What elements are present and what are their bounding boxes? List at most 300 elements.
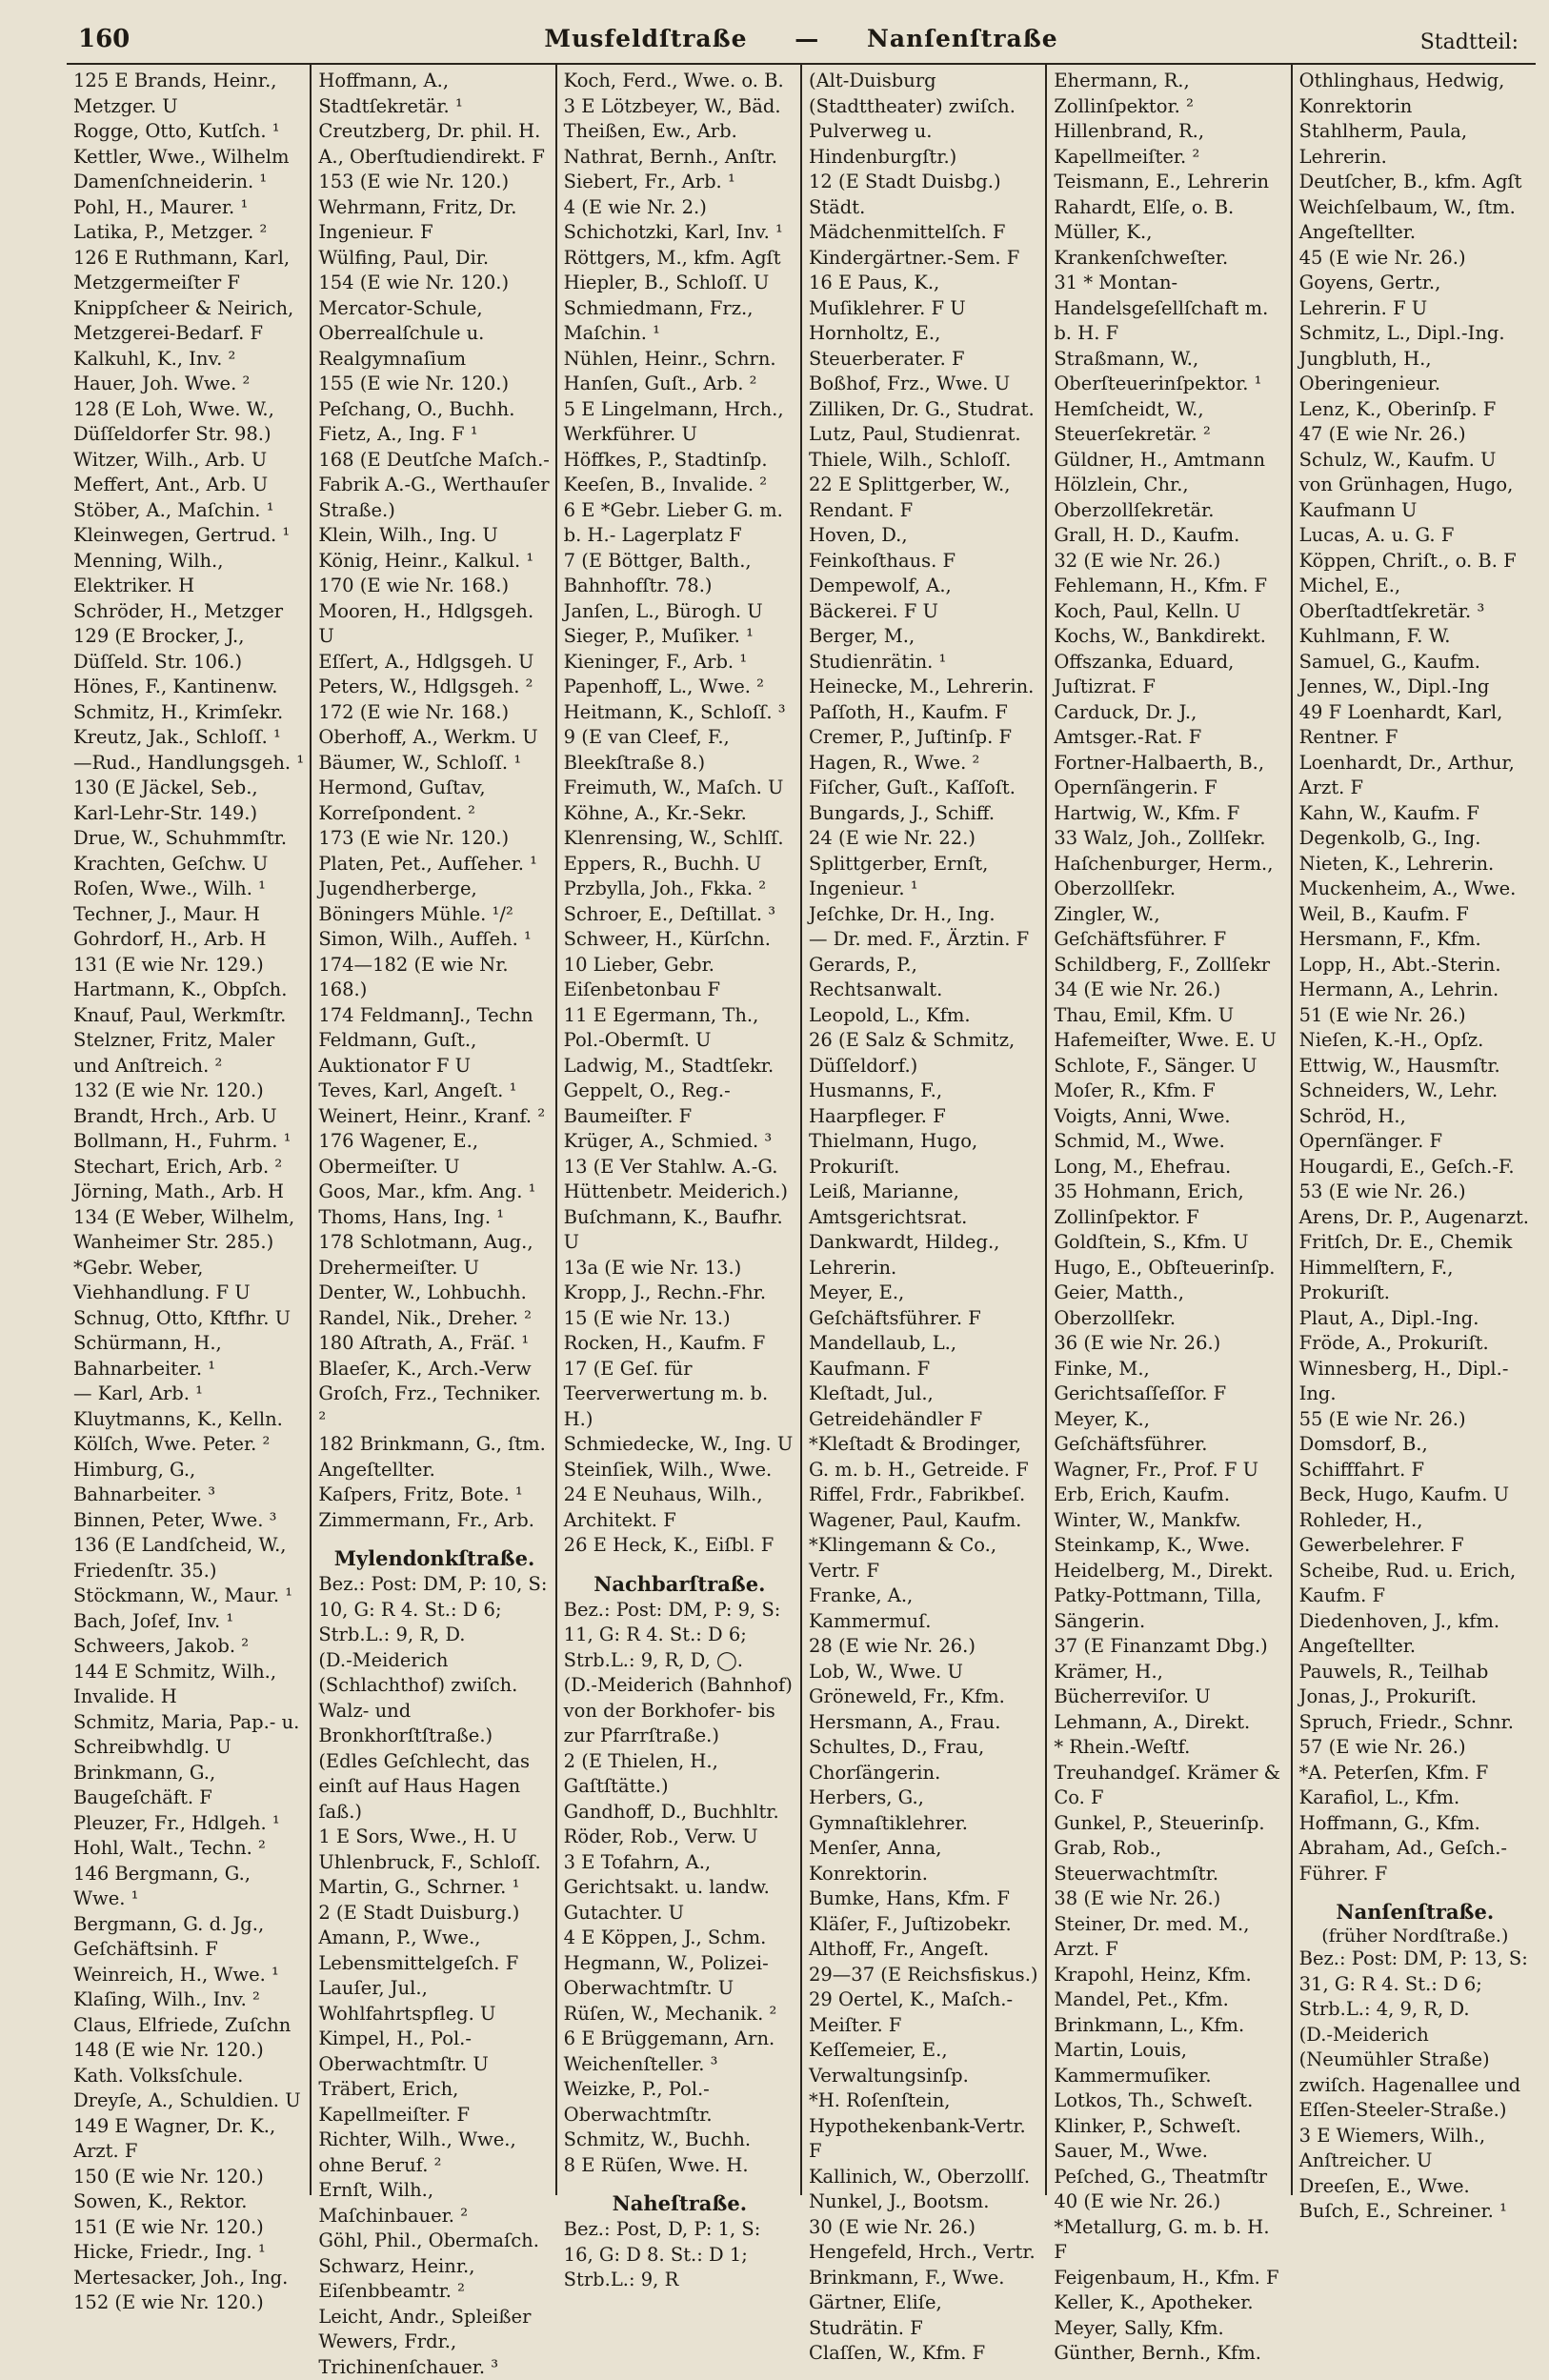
directory-entry: Schmitz, Maria, Pap.- u. Schreibwhdlg. U <box>73 1710 300 1758</box>
directory-entry: Weizke, P., Pol.-Oberwachtmſtr. <box>563 2078 713 2126</box>
directory-entry: 6 E *Gebr. Lieber G. m. b. H.- Lagerplatz F <box>563 498 783 546</box>
directory-entry: 3 E Lötzbeyer, W., Bäd. <box>563 94 781 117</box>
column-2 <box>312 65 556 2378</box>
directory-entry: *A. Peterſen, Kfm. F <box>1298 1761 1489 1784</box>
directory-entry: Krapohl, Heinz, Kfm. <box>1054 1963 1252 1986</box>
directory-entry: Rohleder, H., Gewerbelehrer. F <box>1298 1508 1464 1556</box>
directory-entry: Hillenbrand, R., Kapellmeiſter. ² <box>1054 120 1205 168</box>
directory-entry: Hagen, R., Wwe. ² <box>808 751 980 774</box>
directory-entry: Himburg, G., Bahnarbeiter. ³ <box>73 1458 216 1505</box>
directory-entry: Franke, A., Kammermuſ. <box>808 1584 932 1632</box>
directory-entry: Claſſen, W., Kfm. F <box>808 2342 986 2364</box>
directory-entry: Kochs, W., Bankdirekt. <box>1054 625 1266 647</box>
directory-entry: Loenhardt, Dr., Arthur, Arzt. F <box>1298 751 1515 798</box>
directory-entry: Krämer, H., Bücherreviſor. U <box>1054 1660 1211 1707</box>
directory-entry: Hugo, E., Obſteuerinſp. <box>1054 1256 1276 1279</box>
directory-entry: 37 (E Finanzamt Dbg.) <box>1054 1635 1268 1657</box>
directory-entry: Michel, E., Oberſtadtſekretär. ³ <box>1298 575 1485 622</box>
directory-entry: 31 * Montan-Handelsgeſellſchaft m. b. H. F <box>1054 272 1269 344</box>
entry-columns <box>67 65 1536 2378</box>
directory-entry: Gröneweld, Fr., Kfm. <box>808 1685 1005 1707</box>
directory-entry: Kluytmanns, K., Kelln. <box>73 1407 283 1430</box>
directory-entry: Mooren, H., Hdlgsgeh. U <box>318 599 534 647</box>
directory-entry: Bach, Joſef, Inv. ¹ <box>73 1609 234 1632</box>
directory-entry: Steinſiek, Wilh., Wwe. <box>563 1458 773 1481</box>
directory-entry: Fortner-Halbaerth, B., Opernſängerin. F <box>1054 751 1265 798</box>
directory-entry: Binnen, Peter, Wwe. ³ <box>73 1508 277 1531</box>
directory-entry: Kropp, J., Rechn.-Fhr. <box>563 1281 767 1303</box>
directory-entry: 126 E Ruthmann, Karl, Metzgermeiſter F <box>73 246 291 293</box>
directory-entry: Himmelſtern, F., Prokuriſt. <box>1298 1256 1454 1303</box>
directory-entry: Patky-Pottmann, Tilla, Sängerin. <box>1054 1584 1262 1632</box>
directory-entry: *Kleſtadt & Brodinger, G. m. b. H., Getreide. F <box>808 1433 1029 1481</box>
directory-entry: Janſen, L., Bürogh. U <box>563 599 763 622</box>
directory-entry: Wagner, Fr., Prof. F U <box>1054 1458 1259 1481</box>
directory-entry: Geppelt, O., Reg.-Baumeiſter. F <box>563 1079 731 1127</box>
directory-entry: 2 (E Stadt Duisburg.) <box>318 1901 520 1924</box>
directory-entry: 128 (E Loh, Wwe. W., Düſſeldorfer Str. 98.) <box>73 397 274 445</box>
directory-entry: Deutſcher, B., kfm. Agſt <box>1298 171 1522 192</box>
directory-entry: 2 (E Thielen, H., Gaſtſtätte.) <box>563 1749 718 1797</box>
directory-entry: Schmitz, L., Dipl.-Ing. <box>1298 322 1505 344</box>
directory-entry: Kahn, W., Kaufm. F <box>1298 801 1479 824</box>
directory-entry: 26 (E Salz & Schmitz, Düſſeldorf.) <box>808 1029 1016 1077</box>
header-separator: — <box>795 25 820 52</box>
directory-entry: Heitmann, K., Schloſſ. ³ <box>563 700 786 723</box>
column-6 <box>1293 65 1536 2222</box>
directory-entry: 176 Wagener, E., Obermeiſter. U <box>318 1130 479 1178</box>
directory-entry: Schichotzki, Karl, Inv. ¹ <box>563 221 783 243</box>
directory-entry: Güldner, H., Amtmann <box>1054 448 1266 471</box>
directory-entry: Randel, Nik., Dreher. ² <box>318 1306 532 1329</box>
directory-entry: Städt. Mädchenmittelſch. F <box>808 195 1006 243</box>
directory-entry: 24 E Neuhaus, Wilh., Architekt. F <box>563 1483 763 1531</box>
directory-entry: Stahlherm, Paula, Lehrerin. <box>1298 120 1468 168</box>
directory-entry: Hohl, Walt., Techn. ² <box>73 1837 266 1859</box>
directory-entry: — Dr. med. F., Ärztin. F <box>808 928 1030 950</box>
directory-entry: 180 Aſtrath, A., Fräſ. ¹ <box>318 1332 530 1354</box>
directory-entry: von Grünhagen, Hugo, Kaufmann U <box>1298 474 1514 521</box>
directory-entry: Kölſch, Wwe. Peter. ² <box>73 1433 271 1455</box>
directory-entry: 129 (E Brocker, J., Düſſeld. Str. 106.) <box>73 625 245 673</box>
directory-entry: Mertesacker, Joh., Ing. <box>73 2266 289 2289</box>
directory-entry: Röttgers, M., kfm. Agſt <box>563 246 781 269</box>
directory-entry: Straßmann, W., Oberſteuerinſpektor. ¹ <box>1054 347 1262 394</box>
directory-entry: — Karl, Arb. ¹ <box>73 1382 203 1404</box>
directory-entry: Fiſcher, Guſt., Kaſſoſt. <box>808 777 1016 798</box>
directory-entry: Ehermann, R., Zollinſpektor. ² <box>1054 70 1194 117</box>
directory-entry: 5 E Lingelmann, Hrch., Werkführer. U <box>563 397 784 445</box>
directory-entry: 148 (E wie Nr. 120.) <box>73 2039 264 2061</box>
directory-entry: Schröder, H., Metzger <box>73 599 284 622</box>
directory-entry: 151 (E wie Nr. 120.) <box>73 2215 264 2238</box>
directory-entry: 168 (E Deutſche Maſch.-Fabrik A.-G., Werthauſer Straße.) <box>318 448 550 521</box>
directory-entry: 28 (E wie Nr. 26.) <box>808 1635 976 1657</box>
directory-entry: Beck, Hugo, Kaufm. U <box>1298 1483 1510 1505</box>
directory-entry: Gandhoff, D., Buchhltr. <box>563 1800 779 1823</box>
directory-entry: Hönes, F., Kantinenw. <box>73 676 278 697</box>
directory-entry: Träbert, Erich, Kapellmeiſter. F <box>318 2078 470 2126</box>
directory-entry: Long, M., Ehefrau. <box>1054 1155 1232 1178</box>
street-heading: Nachbarſtraße. <box>593 1571 766 1596</box>
directory-entry: Dreyſe, A., Schuldien. U <box>73 2089 301 2111</box>
directory-entry: 10 Lieber, Gebr. Eiſenbetonbau F <box>563 953 720 1000</box>
directory-entry: Lopp, H., Abt.-Sterin. <box>1298 953 1501 976</box>
directory-entry: 45 (E wie Nr. 26.) <box>1298 246 1466 269</box>
directory-entry: 24 (E wie Nr. 22.) <box>808 827 976 849</box>
directory-entry: Wülfing, Paul, Dir. <box>318 246 490 269</box>
directory-entry: Schneiders, W., Lehr. <box>1298 1079 1499 1101</box>
directory-entry: Scheibe, Rud. u. Erich, Kaufm. F <box>1298 1559 1517 1606</box>
directory-entry: Erb, Erich, Kaufm. <box>1054 1483 1231 1505</box>
directory-entry: Samuel, G., Kaufm. <box>1298 650 1480 673</box>
directory-entry: Drue, W., Schuhmmſtr. <box>73 827 288 849</box>
column-4 <box>802 65 1047 2364</box>
directory-entry: Paſſoth, H., Kaufm. F <box>808 700 1008 723</box>
directory-entry: 132 (E wie Nr. 120.) <box>73 1079 264 1101</box>
directory-entry: Fröde, A., Prokuriſt. <box>1298 1332 1489 1354</box>
directory-entry: Moſer, R., Kfm. F <box>1054 1079 1216 1101</box>
directory-entry: Gohrdorf, H., Arb. H <box>73 928 267 950</box>
directory-entry: Knippſcheer & Neirich, Metzgerei-Bedarf. F <box>73 296 294 344</box>
directory-entry: Nathrat, Bernh., Anſtr. <box>563 145 777 168</box>
directory-entry: 33 Walz, Joh., Zollſekr. <box>1054 827 1266 849</box>
directory-entry: Witzer, Wilh., Arb. U <box>73 448 268 471</box>
directory-entry: Menning, Wilh., Elektriker. H <box>73 549 224 596</box>
directory-entry: 57 (E wie Nr. 26.) <box>1298 1736 1466 1758</box>
directory-entry: Lutz, Paul, Studienrat. <box>808 423 1021 445</box>
directory-entry: Schmid, M., Wwe. <box>1054 1130 1225 1152</box>
directory-entry: Winter, W., Mankfw. <box>1054 1508 1241 1531</box>
directory-entry: Herbers, G., Gymnaſtiklehrer. <box>808 1786 968 1834</box>
directory-entry: 12 (E Stadt Duisbg.) <box>808 171 1001 192</box>
directory-entry: Kleſtadt, Jul., Getreidehändler F <box>808 1382 983 1430</box>
directory-entry: Koch, Ferd., Wwe. o. B. <box>563 70 784 91</box>
district-label: Stadtteil: <box>1419 30 1519 54</box>
directory-entry: Steinkamp, K., Wwe. <box>1054 1534 1251 1556</box>
directory-entry: Siebert, Fr., Arb. ¹ <box>563 171 735 192</box>
directory-entry: 16 E Paus, K., Muſiklehrer. F U <box>808 272 966 319</box>
directory-entry: Hauer, Joh. Wwe. ² <box>73 373 251 394</box>
street-heading: Naheſtraße. <box>612 2191 748 2215</box>
directory-entry: Teves, Karl, Angeſt. ¹ <box>318 1079 517 1101</box>
directory-entry: Grab, Rob., Steuerwachtmſtr. <box>1054 1837 1219 1885</box>
directory-entry: Stöber, A., Maſchin. ¹ <box>73 498 274 521</box>
directory-entry: Riffel, Frdr., Fabrikbeſ. <box>808 1483 1026 1505</box>
directory-entry: Peſchang, O., Buchh. <box>318 397 515 420</box>
directory-entry: 170 (E wie Nr. 168.) <box>318 575 510 596</box>
directory-entry: Wagener, Paul, Kaufm. <box>808 1508 1022 1531</box>
column-3 <box>557 65 802 2290</box>
directory-entry: Kläſer, F., Juſtizobekr. <box>808 1912 1012 1935</box>
directory-entry: Jörning, Math., Arb. H <box>73 1180 284 1202</box>
directory-entry: Bergmann, G. d. Jg., Geſchäftsinh. F <box>73 1912 265 1960</box>
directory-entry: Weinert, Heinr., Kranf. ² <box>318 1104 546 1127</box>
directory-entry: Kimpel, H., Pol.-Oberwachtmſtr. U <box>318 2027 489 2075</box>
directory-entry: Hemſcheidt, W., Steuerſekretär. ² <box>1054 397 1211 445</box>
directory-entry: Klenrensing, W., Schlſſ. <box>563 827 784 849</box>
directory-entry: Hartwig, W., Kfm. F <box>1054 801 1240 824</box>
directory-entry: Nieſen, K.-H., Opſz. <box>1298 1029 1484 1051</box>
directory-entry: 55 (E wie Nr. 26.) <box>1298 1407 1466 1430</box>
directory-entry: Thau, Emil, Kfm. U <box>1054 1003 1235 1026</box>
directory-entry: Geier, Matth., Oberzollſekr. <box>1054 1281 1185 1329</box>
directory-entry: Heinecke, M., Lehrerin. <box>808 676 1035 697</box>
directory-entry: Denter, W., Lohbuchh. <box>318 1281 527 1303</box>
directory-entry: Lob, W., Wwe. U <box>808 1660 963 1683</box>
directory-entry: 7 (E Böttger, Balth., Bahnhofſtr. 78.) <box>563 549 752 596</box>
directory-entry: (D.-Meiderich (Bahnhof) von der Borkhofer- bis zur Pfarrſtraße.) <box>563 1674 793 1746</box>
directory-entry: Theißen, Ew., Arb. <box>563 120 737 142</box>
directory-entry: Weil, B., Kaufm. F <box>1298 902 1469 925</box>
directory-entry: 51 (E wie Nr. 26.) <box>1298 1003 1466 1026</box>
running-head <box>67 25 1536 52</box>
directory-entry: 38 (E wie Nr. 26.) <box>1054 1887 1221 1909</box>
directory-entry: Eppers, R., Buchh. U <box>563 852 762 875</box>
directory-entry: Lucas, A. u. G. F <box>1298 524 1455 546</box>
directory-entry: Simon, Wilh., Aufſeh. ¹ <box>318 928 532 950</box>
directory-entry: Berger, M., Studienrätin. ¹ <box>808 625 947 673</box>
directory-entry: 36 (E wie Nr. 26.) <box>1054 1332 1221 1354</box>
directory-entry: Pauwels, R., Teilhab <box>1298 1660 1489 1683</box>
street-district-info: Bez.: Post: DM, P: 10, S: 10, G: R 4. St.: D 6; Strb.L.: 9, R, D. <box>318 1573 548 1645</box>
directory-entry: Dempewolf, A., Bäckerei. F U <box>808 575 952 622</box>
directory-entry: Stelzner, Fritz, Maler und Anſtreich. ² <box>73 1029 275 1077</box>
directory-entry: Leopold, L., Kfm. <box>808 1003 971 1026</box>
directory-entry: Jennes, W., Dipl.-Ing <box>1298 676 1490 697</box>
directory-entry: 136 (E Landſcheid, W., Friedenſtr. 35.) <box>73 1534 287 1582</box>
directory-entry: 53 (E wie Nr. 26.) <box>1298 1180 1466 1202</box>
directory-entry: 172 (E wie Nr. 168.) <box>318 700 510 723</box>
directory-entry: Goldſtein, S., Kfm. U <box>1054 1231 1249 1253</box>
directory-entry: Amann, P., Wwe., Lebensmittelgeſch. F <box>318 1926 519 1974</box>
directory-entry: Voigts, Anni, Wwe. <box>1054 1104 1231 1127</box>
directory-entry: Buſchmann, K., Baufhr. U <box>563 1205 783 1253</box>
street-district-info: Bez.: Post, D, P: 1, S: 16, G: D 8. St.: D 1; Strb.L.: 9, R <box>563 2218 761 2290</box>
directory-entry: Wehrmann, Fritz, Dr. Ingenieur. F <box>318 195 517 243</box>
directory-entry: Goyens, Gertr., Lehrerin. F U <box>1298 272 1441 319</box>
directory-entry: 34 (E wie Nr. 26.) <box>1054 978 1221 1000</box>
directory-entry: 22 E Splittgerber, W., Rendant. F <box>808 474 1011 521</box>
directory-entry: Schultes, D., Frau, Chorſängerin. <box>808 1736 985 1784</box>
directory-entry: Höffkes, P., Stadtinſp. <box>563 448 768 471</box>
directory-entry: Brinkmann, G., Baugeſchäft. F <box>73 1761 216 1808</box>
directory-entry: Hölzlein, Chr., Oberzollſekretär. <box>1054 474 1215 521</box>
directory-entry: Dreeſen, E., Wwe. <box>1298 2174 1470 2197</box>
directory-entry: Leicht, Andr., Spleißer <box>318 2305 532 2328</box>
directory-entry: 149 E Wagner, Dr. K., Arzt. F <box>73 2114 276 2162</box>
directory-entry: Hermond, Guſtav, Korreſpondent. ² <box>318 777 486 824</box>
directory-entry: Grall, H. D., Kaufm. <box>1054 524 1240 546</box>
directory-entry: Plaut, A., Dipl.-Ing. <box>1298 1306 1479 1329</box>
directory-entry: Rüſen, W., Mechanik. ² <box>563 2002 777 2025</box>
directory-entry: Krüger, A., Schmied. ³ <box>563 1130 773 1152</box>
street-heading: Nanſenſtraße. <box>1336 1900 1495 1924</box>
directory-entry: 154 (E wie Nr. 120.) <box>318 272 510 293</box>
directory-entry: 9 (E van Cleef, F., Bleekſtraße 8.) <box>563 726 730 774</box>
directory-entry: Kettler, Wwe., Wilhelm Damenſchneiderin. ¹ <box>73 145 290 192</box>
directory-entry: Jonas, J., Prokuriſt. <box>1298 1685 1478 1707</box>
directory-entry: Martin, Louis, Kammermuſiker. <box>1054 2039 1212 2087</box>
directory-entry: Schröd, H., Opernſänger. F <box>1298 1104 1443 1152</box>
directory-entry: Rogge, Otto, Kutſch. ¹ <box>73 120 280 142</box>
directory-entry: Thielmann, Hugo, Prokuriſt. <box>808 1130 978 1178</box>
directory-entry: Cremer, P., Juſtinſp. F <box>808 726 1012 748</box>
directory-entry: Winnesberg, H., Dipl.-Ing. <box>1298 1357 1509 1404</box>
directory-entry: Goos, Mar., kfm. Ang. ¹ <box>318 1180 536 1202</box>
directory-entry: Degenkolb, G., Ing. <box>1298 827 1481 849</box>
directory-entry: Teismann, E., Lehrerin <box>1054 171 1270 192</box>
directory-entry: Peters, W., Hdlgsgeh. ² <box>318 676 533 697</box>
directory-entry: 30 (E wie Nr. 26.) <box>808 2215 976 2238</box>
directory-entry: Haſchenburger, Herm., Oberzollſekr. <box>1054 852 1274 899</box>
directory-entry: 173 (E wie Nr. 120.) <box>318 827 510 849</box>
directory-entry: Keſſemeier, E., Verwaltungsinſp. <box>808 2039 969 2087</box>
directory-entry: 40 (E wie Nr. 26.) <box>1054 2190 1221 2212</box>
directory-entry: Karafiol, L., Kfm. <box>1298 1786 1460 1808</box>
directory-entry: Domsdorf, B., Schifffahrt. F <box>1298 1433 1428 1481</box>
directory-entry: Hoffmann, A., Stadtſekretär. ¹ <box>318 70 463 117</box>
directory-entry: Hersmann, F., Kfm. <box>1298 928 1481 950</box>
street-district-info: Bez.: Post: DM, P: 13, S: 31, G: R 4. St.: D 6; Strb.L.: 4, 9, R, D. <box>1298 1947 1528 2020</box>
directory-entry: Nühlen, Heinr., Schrn. <box>563 347 776 370</box>
directory-entry: Schulz, W., Kaufm. U <box>1298 448 1497 471</box>
directory-entry: 155 (E wie Nr. 120.) <box>318 373 510 394</box>
directory-entry: Gärtner, Eliſe, Studrätin. F <box>808 2291 942 2339</box>
directory-entry: Feigenbaum, H., Kfm. F <box>1054 2266 1279 2289</box>
directory-entry: Schmiedecke, W., Ing. U <box>563 1433 794 1455</box>
directory-entry: Hornholtz, E., Steuerberater. F <box>808 322 965 370</box>
directory-entry: Kindergärtner.-Sem. F <box>808 246 1020 269</box>
directory-entry: Leiß, Marianne, Amtsgerichtsrat. <box>808 1180 968 1228</box>
directory-entry: 3 E Tofahrn, A., Gerichtsakt. u. landw. Gutachter. U <box>563 1850 770 1924</box>
directory-entry: 134 (E Weber, Wilhelm, Wanheimer Str. 285.) <box>73 1205 295 1253</box>
directory-entry: 47 (E wie Nr. 26.) <box>1298 423 1466 445</box>
directory-entry: 3 E Wiemers, Wilh., Anſtreicher. U <box>1298 2124 1486 2171</box>
directory-entry: Bollmann, H., Fuhrm. ¹ <box>73 1130 292 1152</box>
directory-entry: Mandel, Pet., Kfm. <box>1054 1988 1229 2010</box>
street-heading: Mylendonkſtraße. <box>333 1546 535 1570</box>
directory-entry: 13 (E Ver Stahlw. A.-G. Hüttenbetr. Meiderich.) <box>563 1155 789 1202</box>
directory-entry: Kuhlmann, F. W. <box>1298 625 1451 647</box>
directory-entry: Schroer, E., Deſtillat. ³ <box>563 902 776 925</box>
directory-entry: Kallinich, W., Oberzollſ. <box>808 2165 1031 2188</box>
directory-entry: Weichſelbaum, W., ſtm. Angeſtellter. <box>1298 195 1516 243</box>
directory-entry: 125 E Brands, Heinr., Metzger. U <box>73 70 277 117</box>
directory-entry: 17 (E Geſ. für Teerverwertung m. b. H.) <box>563 1357 769 1430</box>
directory-entry: Müller, K., Krankenſchweſter. <box>1054 221 1229 269</box>
directory-entry: Weinreich, H., Wwe. ¹ <box>73 1963 279 1986</box>
directory-entry: Mercator-Schule, Oberrealſchule u. Realgymnaſium <box>318 296 485 370</box>
directory-entry: Hoffmann, G., Kfm. <box>1298 1811 1480 1834</box>
directory-entry: Gunkel, P., Steuerinſp. <box>1054 1811 1265 1834</box>
directory-entry: Sieger, P., Muſiker. ¹ <box>563 625 754 647</box>
directory-entry: Lehmann, A., Direkt. <box>1054 1710 1251 1733</box>
directory-entry: —Rud., Handlungsgeh. ¹ <box>73 751 305 774</box>
directory-entry: Wewers, Frdr., Trichinenſchauer. ³ <box>318 2330 499 2378</box>
directory-entry: Papenhoff, L., Wwe. ² <box>563 676 764 697</box>
directory-entry: Freimuth, W., Maſch. U <box>563 777 784 798</box>
directory-entry: 29—37 (E Reichsfiskus.) <box>808 1963 1038 1986</box>
directory-entry: Muckenheim, A., Wwe. <box>1298 877 1517 899</box>
directory-entry: Othlinghaus, Hedwig, Konrektorin <box>1298 70 1505 117</box>
column-5 <box>1047 65 1292 2364</box>
directory-entry: Brinkmann, F., Wwe. <box>808 2266 1005 2289</box>
directory-entry: 152 (E wie Nr. 120.) <box>73 2291 264 2313</box>
directory-entry: Claus, Elfriede, Zuſchn <box>73 2013 292 2036</box>
directory-entry: Hersmann, A., Frau. <box>808 1710 1001 1733</box>
directory-entry: 15 (E wie Nr. 13.) <box>563 1306 731 1329</box>
directory-entry: König, Heinr., Kalkul. ¹ <box>318 549 534 572</box>
directory-entry: Meffert, Ant., Arb. U <box>73 474 269 495</box>
directory-entry: (Edles Geſchlecht, das einſt auf Haus Hagen ſaß.) <box>318 1749 531 1823</box>
directory-entry: 150 (E wie Nr. 120.) <box>73 2165 264 2188</box>
directory-entry: Nunkel, J., Bootsm. <box>808 2190 990 2212</box>
directory-entry: Buſch, E., Schreiner. ¹ <box>1298 2200 1507 2222</box>
directory-entry: * Rhein.-Weſtf. Treuhandgeſ. Krämer & Co. F <box>1054 1736 1281 1808</box>
directory-entry: Ladwig, M., Stadtſekr. <box>563 1054 774 1077</box>
directory-entry: Klaſing, Wilh., Inv. ² <box>73 1988 260 2010</box>
directory-entry: Koch, Paul, Kelln. U <box>1054 599 1241 622</box>
directory-entry: Abraham, Ad., Geſch.-Führer. F <box>1298 1837 1507 1885</box>
directory-entry: Rocken, H., Kaufm. F <box>563 1332 766 1354</box>
directory-entry: *H. Roſenſtein, Hypothekenbank-Vertr. F <box>808 2089 1026 2162</box>
directory-entry: Fritſch, Dr. E., Chemik <box>1298 1231 1513 1253</box>
directory-entry: Thoms, Hans, Ing. ¹ <box>318 1205 505 1228</box>
directory-entry: 174—182 (E wie Nr. 168.) <box>318 953 509 1000</box>
directory-entry: Meyer, K., Geſchäftsführer. <box>1054 1407 1208 1455</box>
directory-entry: Jungbluth, H., Oberingenieur. <box>1298 347 1441 394</box>
directory-entry: Mandellaub, L., Kaufmann. F <box>808 1332 957 1380</box>
directory-entry: Fietz, A., Ing. F ¹ <box>318 423 478 445</box>
directory-entry: Hengefeld, Hrch., Vertr. <box>808 2241 1036 2263</box>
directory-entry: Brandt, Hrch., Arb. U <box>73 1104 277 1127</box>
directory-entry: Hiepler, B., Schloſſ. U <box>563 272 770 293</box>
left-street-title: Musfeldſtraße <box>544 25 748 52</box>
directory-entry: Kreutz, Jak., Schloſſ. ¹ <box>73 726 281 748</box>
directory-entry: Bäumer, W., Schloſſ. ¹ <box>318 751 522 774</box>
directory-entry: Eſſert, A., Hdlgsgeh. U <box>318 650 534 673</box>
directory-entry: Jeſchke, Dr. H., Ing. <box>808 902 996 925</box>
directory-entry: Hafemeiſter, Wwe. E. U <box>1054 1029 1277 1051</box>
directory-entry: Lenz, K., Oberinſp. F <box>1298 397 1497 420</box>
directory-entry: Schweer, H., Kürſchn. <box>563 928 771 950</box>
directory-entry: Pleuzer, Fr., Hdlgeh. ¹ <box>73 1811 280 1834</box>
directory-entry: 182 Brinkmann, G., ſtm. Angeſtellter. <box>318 1433 546 1481</box>
directory-entry: 6 E Brüggemann, Arn. Weichenſteller. ³ <box>563 2027 775 2075</box>
directory-entry: Ettwig, W., Hausmſtr. <box>1298 1054 1500 1077</box>
right-street-title: Nanſenſtraße <box>866 25 1058 52</box>
directory-entry: Hoven, D., Feinkoſthaus. F <box>808 524 956 572</box>
directory-entry: *Gebr. Weber, Viehhandlung. F U <box>73 1256 251 1303</box>
directory-entry: Groſch, Frz., Techniker. ² <box>318 1382 541 1430</box>
directory-entry: Bumke, Hans, Kfm. F <box>808 1887 1010 1909</box>
directory-entry: Boßhof, Frz., Wwe. U <box>808 373 1011 394</box>
directory-entry: 8 E Rüſen, Wwe. H. <box>563 2153 749 2176</box>
directory-entry: Stöckmann, W., Maur. ¹ <box>73 1584 293 1606</box>
directory-entry: Klein, Wilh., Ing. U <box>318 524 498 546</box>
directory-entry: 4 (E wie Nr. 2.) <box>563 195 707 218</box>
directory-entry: Richter, Wilh., Wwe., ohne Beruf. ² <box>318 2128 516 2176</box>
directory-entry: Gerards, P., Rechtsanwalt. <box>808 953 943 1000</box>
directory-entry: Zilliken, Dr. G., Studrat. <box>808 397 1035 420</box>
page-number: 160 <box>78 25 131 53</box>
directory-entry: Przbylla, Joh., Fkka. ² <box>563 877 767 899</box>
directory-entry: Carduck, Dr. J., Amtsger.-Rat. F <box>1054 700 1202 748</box>
directory-entry: Hougardi, E., Geſch.-F. <box>1298 1155 1515 1178</box>
directory-entry: Pohl, H., Maurer. ¹ <box>73 195 249 218</box>
directory-entry: Keeſen, B., Invalide. ² <box>563 474 768 495</box>
